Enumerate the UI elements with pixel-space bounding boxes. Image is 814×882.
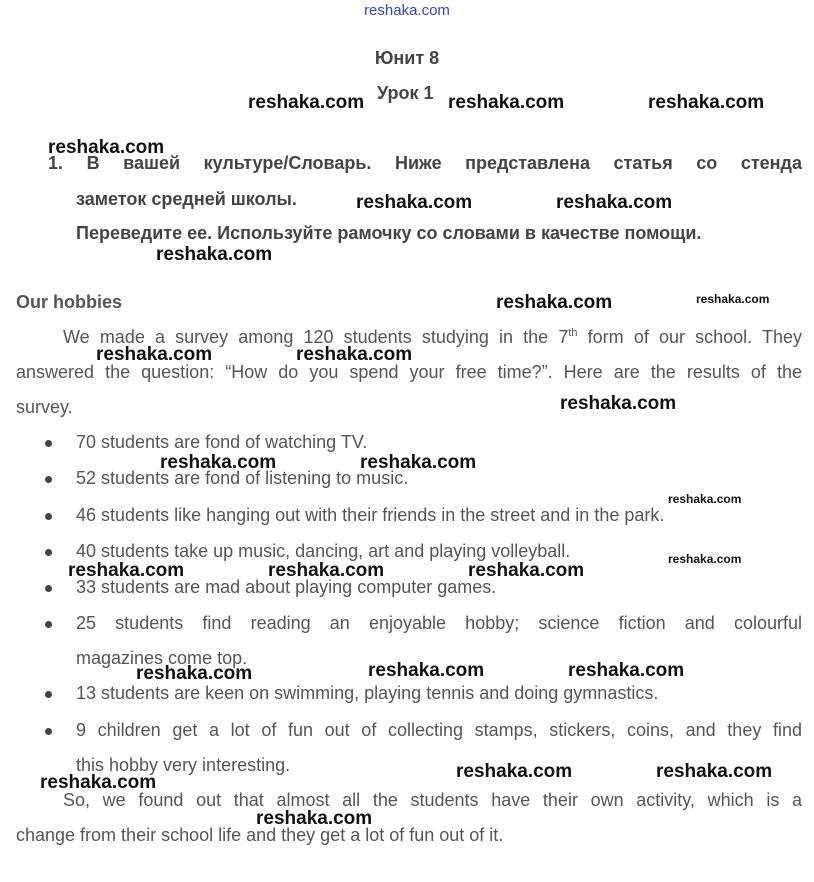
survey-item: 33 students are mad about playing computer games. — [76, 577, 497, 597]
site-link[interactable]: reshaka.com — [364, 2, 450, 19]
bullet-icon — [45, 476, 52, 483]
watermark: reshaka.com — [136, 663, 253, 684]
watermark: reshaka.com — [68, 560, 185, 581]
watermark: reshaka.com — [296, 344, 413, 365]
watermark: reshaka.com — [48, 137, 165, 158]
watermark: reshaka.com — [568, 660, 685, 681]
survey-item: 25 students find reading an enjoyable hobby; science fiction and colourful — [76, 613, 802, 633]
survey-item: 46 students like hanging out with their friends in the street and in the park. — [76, 505, 665, 525]
article-heading: Our hobbies — [16, 292, 123, 312]
watermark: reshaka.com — [248, 92, 365, 113]
watermark: reshaka.com — [156, 244, 273, 265]
article-conclusion-line-2: change from their school life and they get a lot of fun out of it. — [16, 825, 504, 845]
watermark: reshaka.com — [456, 761, 573, 782]
survey-item: 9 children get a lot of fun out of collecting stamps, stickers, coins, and they find — [76, 720, 802, 740]
bullet-icon — [45, 728, 52, 735]
watermark: reshaka.com — [668, 552, 742, 566]
watermark: reshaka.com — [356, 192, 473, 213]
task-instruction-line-1: 1. В вашей культуре/Словарь. Ниже представлена статья со стенда — [48, 153, 802, 173]
watermark: reshaka.com — [368, 660, 485, 681]
watermark: reshaka.com — [360, 452, 477, 473]
survey-item-continuation: magazines come top. — [76, 648, 248, 668]
watermark: reshaka.com — [560, 393, 677, 414]
unit-title: Юнит 8 — [374, 48, 440, 68]
task-instruction-line-3: Переведите ее. Используйте рамочку со словами в качестве помощи. — [76, 223, 702, 243]
bullet-icon — [45, 621, 52, 628]
survey-item-continuation: this hobby very interesting. — [76, 755, 291, 775]
bullet-icon — [45, 691, 52, 698]
watermark: reshaka.com — [256, 808, 373, 829]
watermark: reshaka.com — [268, 560, 385, 581]
survey-item: 13 students are keen on swimming, playing tennis and doing gymnastics. — [76, 683, 659, 703]
bullet-icon — [45, 440, 52, 447]
task-instruction-line-2: заметок средней школы. — [76, 189, 297, 209]
watermark: reshaka.com — [696, 292, 770, 306]
lesson-title: Урок 1 — [377, 83, 434, 103]
bullet-icon — [45, 513, 52, 520]
bullet-icon — [45, 549, 52, 556]
watermark: reshaka.com — [556, 192, 673, 213]
survey-item: 40 students take up music, dancing, art and playing volleyball. — [76, 541, 571, 561]
article-conclusion-line-1: So, we found out that almost all the students have their own activity, which is a — [63, 790, 802, 810]
survey-item: 70 students are fond of watching TV. — [76, 432, 368, 452]
watermark: reshaka.com — [96, 344, 213, 365]
watermark: reshaka.com — [648, 92, 765, 113]
watermark: reshaka.com — [160, 452, 277, 473]
watermark: reshaka.com — [40, 772, 157, 793]
watermark: reshaka.com — [656, 761, 773, 782]
survey-item: 52 students are fond of listening to music. — [76, 468, 409, 488]
watermark: reshaka.com — [448, 92, 565, 113]
article-intro-line-2: answered the question: “How do you spend your free time?”. Here are the results of the — [16, 362, 802, 382]
watermark: reshaka.com — [468, 560, 585, 581]
watermark: reshaka.com — [668, 492, 742, 506]
bullet-icon — [45, 585, 52, 592]
article-intro-line-1: We made a survey among 120 students studying in the 7th form of our school. They — [63, 327, 802, 347]
article-intro-line-3: survey. — [16, 397, 73, 417]
watermark: reshaka.com — [496, 292, 613, 313]
